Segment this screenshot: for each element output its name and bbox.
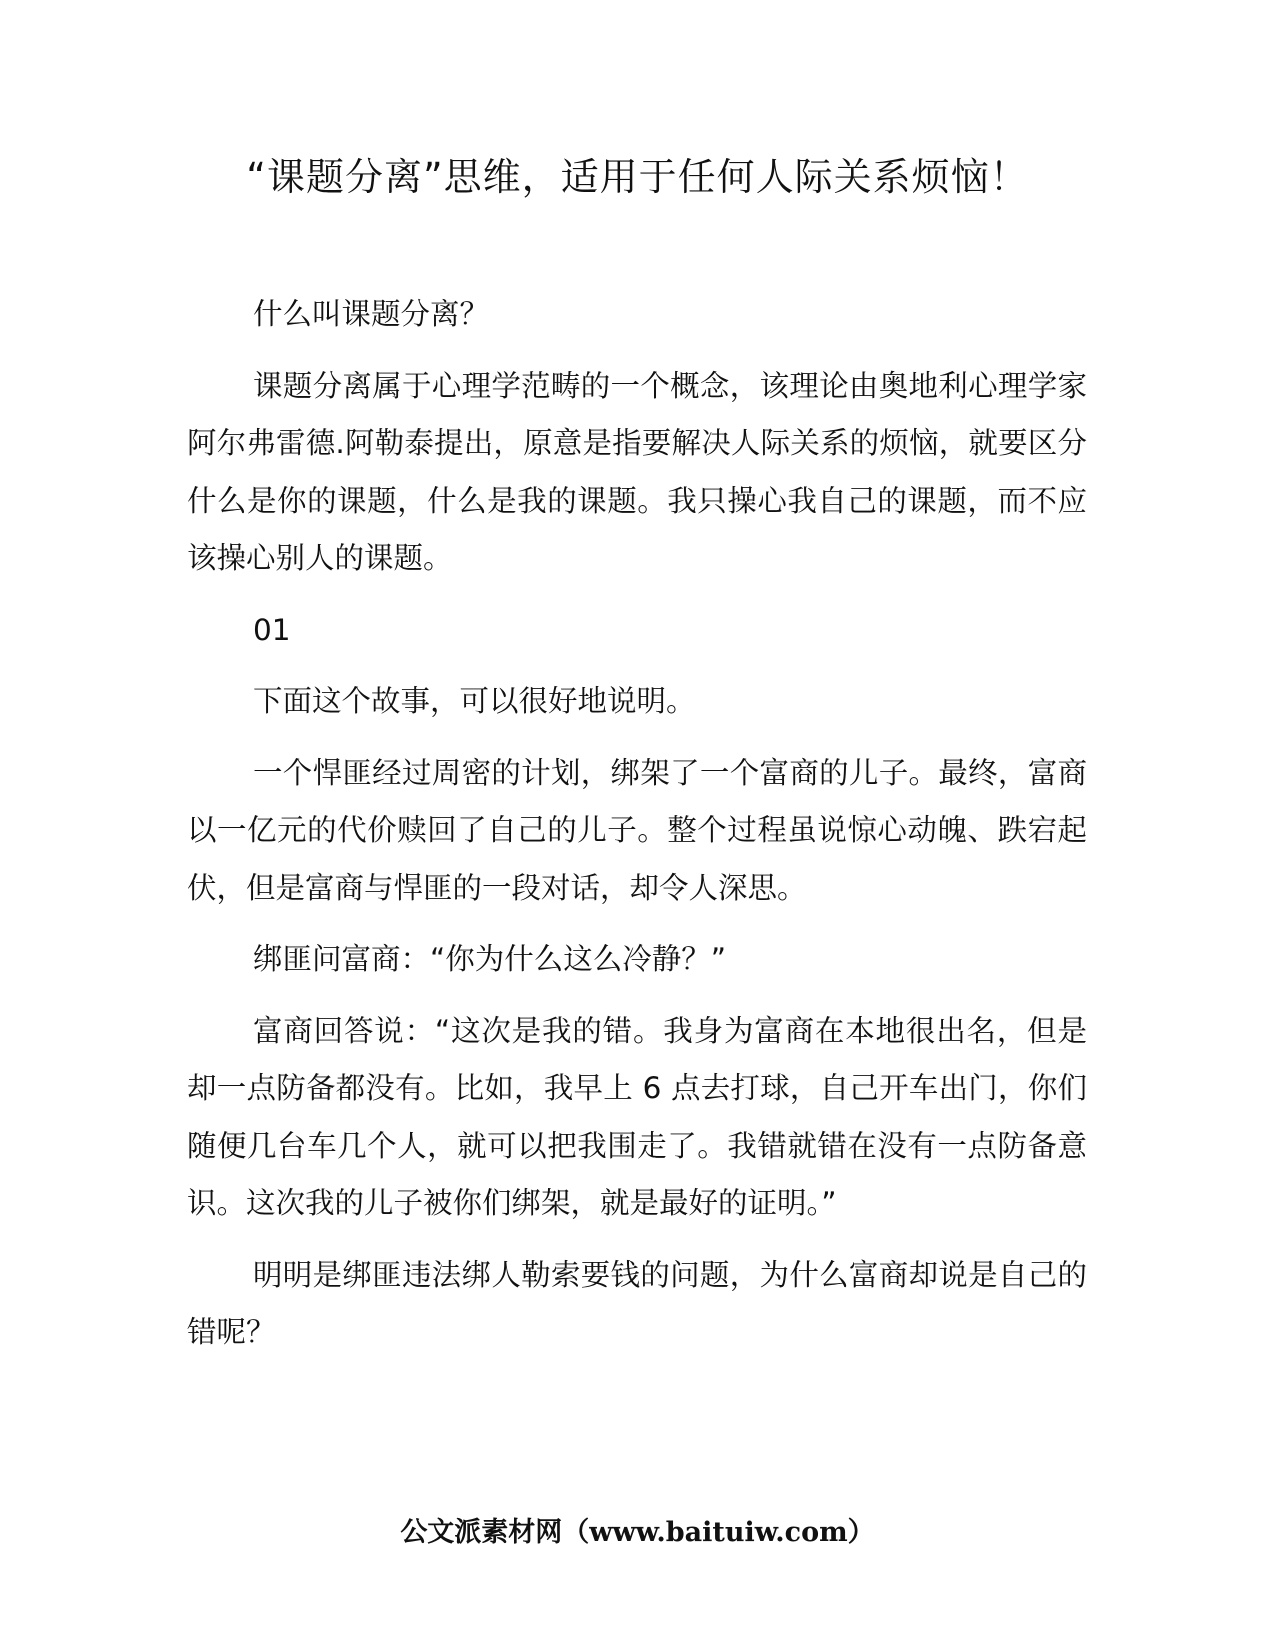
document-body bbox=[187, 286, 1087, 1376]
paragraph-kidnapper-question: 绑匪问富商：“你为什么这么冷静？” bbox=[253, 942, 727, 976]
paragraph-intro-story: 下面这个故事，可以很好地说明。 bbox=[253, 684, 696, 718]
section-number: 01 bbox=[253, 612, 291, 647]
footer-watermark: 公文派素材网（www.baituiw.com） bbox=[400, 1517, 875, 1548]
paragraph-story: 一个悍匪经过周密的计划，绑架了一个富商的儿子。最终，富商以一亿元的代价赎回了自己的儿子。整个过程虽说惊心动魄、跌宕起伏，但是富商与悍匪的一段对话，却令人深思。 bbox=[187, 755, 1087, 905]
paragraph-question: 什么叫课题分离？ bbox=[253, 297, 490, 331]
paragraph-definition: 课题分离属于心理学范畴的一个概念，该理论由奥地利心理学家阿尔弗雷德.阿勒泰提出，原意是指要解决人际关系的烦恼，就要区分什么是你的课题，什么是我的课题。我只操心我自己的课题，而不应该操心别人的课题。 bbox=[187, 368, 1087, 575]
document-title: “课题分离”思维，适用于任何人际关系烦恼！ bbox=[246, 155, 1029, 199]
paragraph-closing-question: 明明是绑匪违法绑人勒索要钱的问题，为什么富商却说是自己的错呢？ bbox=[187, 1257, 1087, 1349]
paragraph-merchant-answer: 富商回答说：“这次是我的错。我身为富商在本地很出名，但是却一点防备都没有。比如，我早上 6 点去打球，自己开车出门，你们随便几台车几个人，就可以把我围走了。我错就错在没有一点防备意识。这次我的儿子被你们绑架，就是最好的证明。” bbox=[187, 1013, 1087, 1220]
